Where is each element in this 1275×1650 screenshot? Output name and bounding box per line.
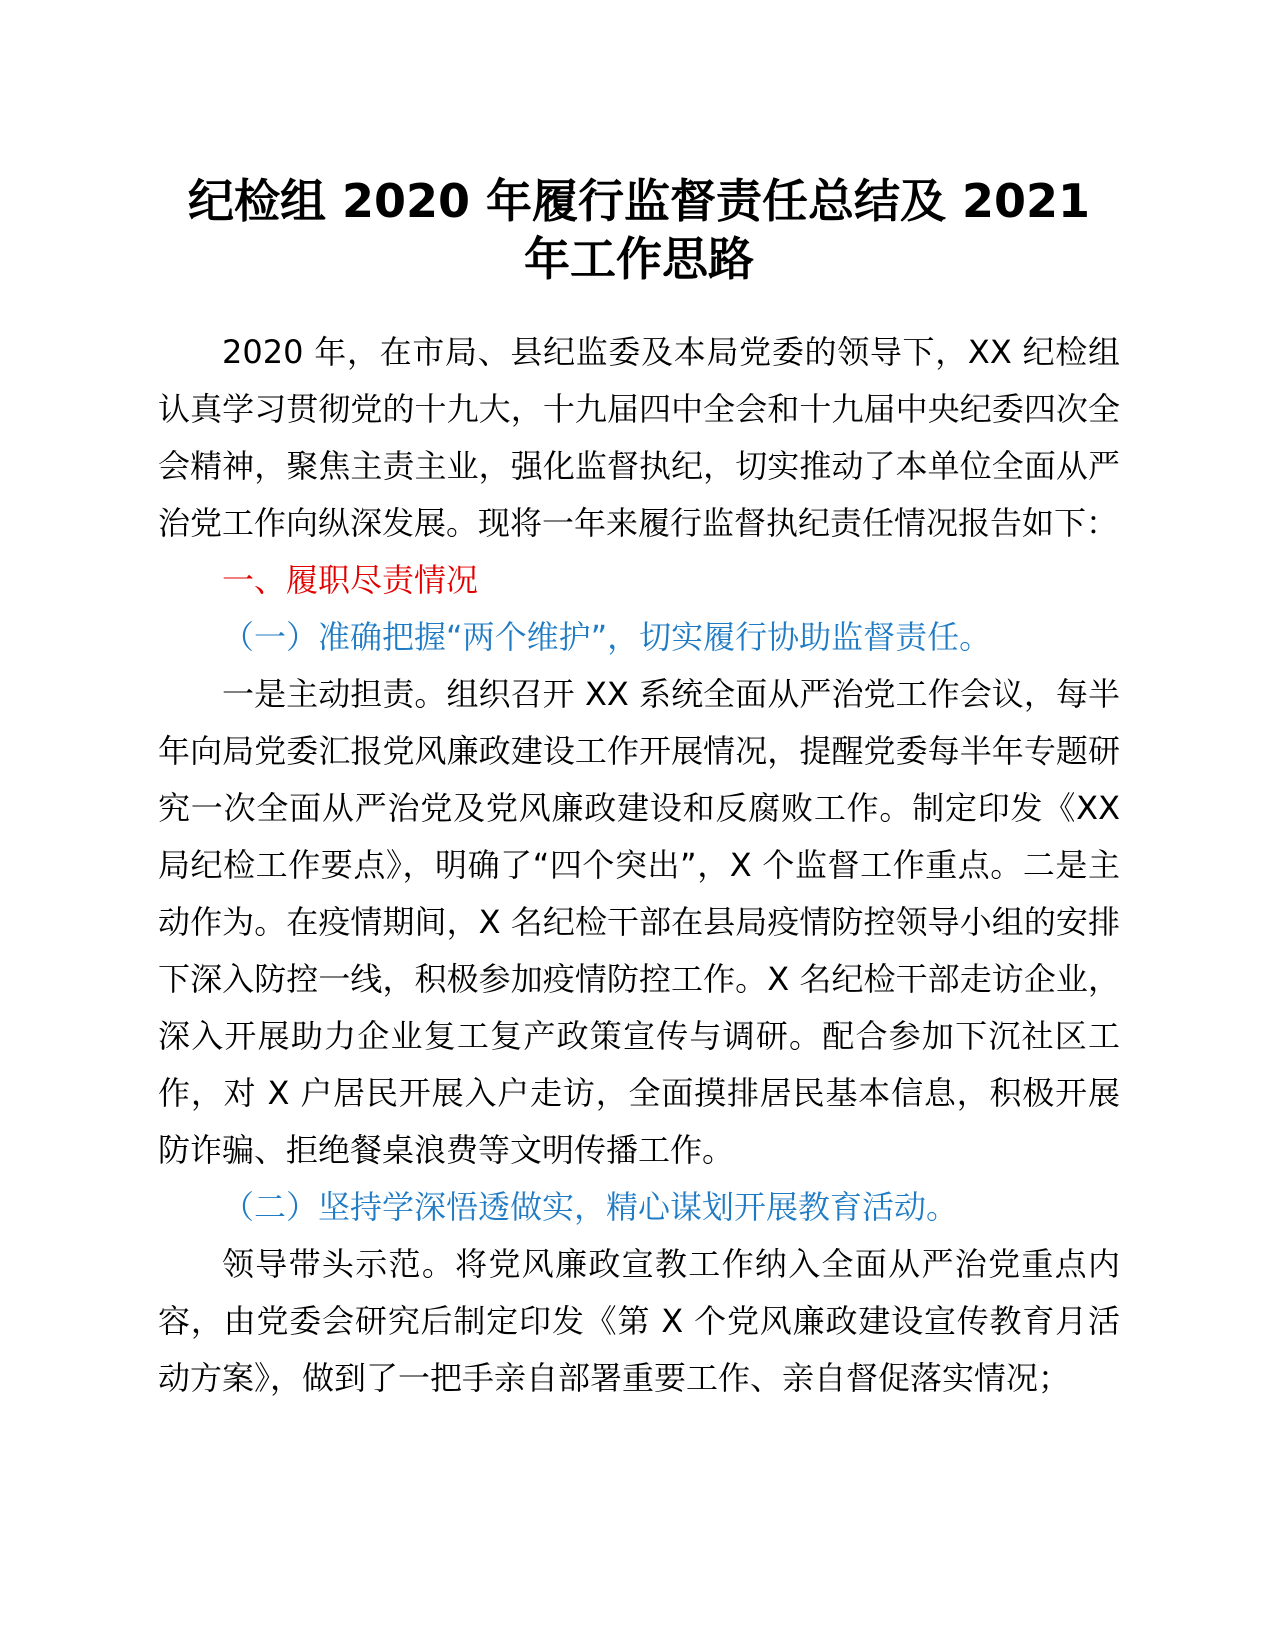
document-content [158, 172, 1120, 1407]
section-heading-1: 一、履职尽责情况 [222, 561, 479, 599]
subsection-heading-2: （二）坚持学深悟透做实，精心谋划开展教育活动。 [222, 1188, 959, 1226]
body-paragraph-1: 一是主动担责。组织召开 XX 系统全面从严治党工作会议，每半年向局党委汇报党风廉政建设工作开展情况，提醒党委每半年专题研究一次全面从严治党及党风廉政建设和反腐败工作。制定印发《XX 局纪检工作要点》，明确了“四个突出”，X 个监督工作重点。二是主动作为。在疫情期间，X 名纪检干部在县局疫情防控领导小组的安排下深入防控一线，积极参加疫情防控工作。X 名纪检干部走访企业，深入开展助力企业复工复产政策宣传与调研。配合参加下沉社区工作，对 X 户居民开展入户走访，全面摸排居民基本信息，积极开展防诈骗、拒绝餐桌浪费等文明传播工作。 [158, 675, 1120, 1169]
subsection-heading-1: （一）准确把握“两个维护”，切实履行协助监督责任。 [222, 618, 992, 656]
intro-paragraph: 2020 年，在市局、县纪监委及本局党委的领导下，XX 纪检组认真学习贯彻党的十九大，十九届四中全会和十九届中央纪委四次全会精神，聚焦主责主业，强化监督执纪，切实推动了本单位全面从严治党工作向纵深发展。现将一年来履行监督执纪责任情况报告如下： [158, 333, 1120, 542]
document-title: 纪检组 2020 年履行监督责任总结及 2021 年工作思路 [187, 174, 1091, 286]
body-paragraph-2: 领导带头示范。将党风廉政宣教工作纳入全面从严治党重点内容，由党委会研究后制定印发《第 X 个党风廉政建设宣传教育月活动方案》，做到了一把手亲自部署重要工作、亲自督促落实情况； [158, 1245, 1120, 1397]
